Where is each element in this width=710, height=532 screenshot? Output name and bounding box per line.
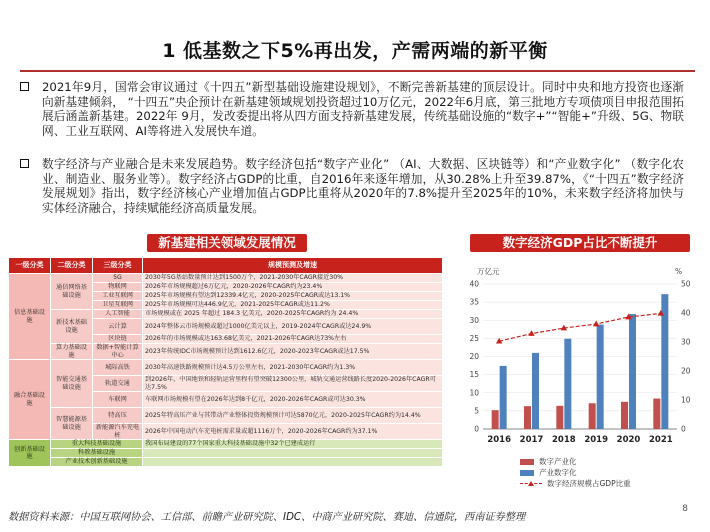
bar-industry-digitalization xyxy=(629,314,636,429)
table-row xyxy=(9,458,443,467)
subcategory-compute: 算力基础设施 xyxy=(51,344,93,360)
category-info-infra: 信息基础设施 xyxy=(9,274,51,360)
item-name: 城际高铁 xyxy=(93,360,143,376)
series-line-gdp-share xyxy=(499,313,661,341)
y-left-tick-label: 0 xyxy=(474,424,479,434)
y-left-tick-label: 35 xyxy=(469,297,479,307)
item-forecast: 2030年高速铁路规模预计达4.5万公里左右，2021-2030年CAGR约为1.3% xyxy=(143,360,443,376)
legend-item-gdp-share xyxy=(520,478,631,489)
table-row xyxy=(9,310,443,319)
y-right-tick-label: 0 xyxy=(681,424,686,434)
legend-label: 数字产业化 xyxy=(539,457,577,466)
y-right-tick-label: 50 xyxy=(681,279,691,289)
bar-digital-industrialization xyxy=(524,406,531,429)
chart-banner: 数字经济GDP占比不断提升 xyxy=(470,234,690,252)
bar-digital-industrialization xyxy=(621,402,628,429)
y-right-unit-label: % xyxy=(675,267,683,276)
table-banner: 新基建相关领域发展情况 xyxy=(147,234,307,252)
item-forecast: 车联网市场规模有望在2026年达到8千亿元，2020-2026年CAGR或可达30.3% xyxy=(143,392,443,408)
y-left-tick-label: 15 xyxy=(469,370,479,380)
x-tick-label: 2016 xyxy=(487,435,512,445)
point-gdp-share xyxy=(593,321,599,327)
table-header-row xyxy=(9,258,443,274)
x-tick-label: 2020 xyxy=(616,435,641,445)
page-number: 8 xyxy=(682,504,688,514)
x-tick-label: 2017 xyxy=(519,435,544,445)
item-name: 人工智能 xyxy=(93,310,143,319)
paragraph-new-infrastructure xyxy=(42,80,684,138)
y-left-tick-label: 5 xyxy=(474,406,479,416)
y-right-tick-label: 20 xyxy=(681,366,691,376)
chart-legend xyxy=(520,456,631,489)
page-title: 1 低基数之下5%再出发，产需两端的新平衡 xyxy=(162,40,548,62)
item-name: 特高压 xyxy=(93,408,143,424)
category-innovation-infra: 创新基础设施 xyxy=(9,440,51,467)
y-left-tick-label: 25 xyxy=(469,333,479,343)
subcategory-comm-network: 通信网络基础设施 xyxy=(51,274,93,310)
square-bullet-icon xyxy=(20,159,29,168)
table-row xyxy=(9,274,443,283)
y-right-tick-label: 10 xyxy=(681,395,691,405)
item-forecast: 2026年中国电动汽车充电桩需求量或超1116万个，2020-2026年CAGR约为37.1% xyxy=(143,424,443,440)
x-tick-label: 2021 xyxy=(648,435,673,445)
y-right-tick-label: 40 xyxy=(681,308,691,318)
item-forecast: 2025年市场规模可达446.9亿元，2021-2025年CAGR或达11.2% xyxy=(143,301,443,310)
item-name: 新能源汽车充电桩 xyxy=(93,424,143,440)
y-left-tick-label: 40 xyxy=(469,279,479,289)
bar-digital-industrialization xyxy=(589,403,596,429)
legend-swatch-red xyxy=(520,459,534,465)
bar-industry-digitalization xyxy=(597,325,604,429)
bar-digital-industrialization xyxy=(492,410,499,429)
point-gdp-share xyxy=(528,330,534,336)
y-left-tick-label: 20 xyxy=(469,352,479,361)
subcategory-smart-traffic: 智能交通基础设施 xyxy=(51,360,93,408)
item-forecast: 2025年特高压产业与其带动产业整体投资规模预计可达5870亿元，2020-2025年CAGR约为14.4% xyxy=(143,408,443,424)
item-name: 物联网 xyxy=(93,283,143,292)
item-name: 产业技术创新基础设施 xyxy=(51,458,143,467)
legend-item-digital-industrialization xyxy=(520,456,631,467)
table-row xyxy=(9,440,443,449)
legend-item-industry-digitalization xyxy=(520,467,631,478)
x-tick-label: 2019 xyxy=(584,435,609,445)
y-right-tick-label: 30 xyxy=(681,337,691,347)
legend-label: 产业数字化 xyxy=(539,468,577,477)
item-forecast: 2024年整体云市场规模或超过1000亿美元以上，2019-2024年CAGR或达24.9% xyxy=(143,319,443,335)
category-fusion-infra: 融合基础设施 xyxy=(9,360,51,440)
item-name: 卫星互联网 xyxy=(93,301,143,310)
table-row xyxy=(9,360,443,376)
item-forecast: 市场规模或在 2025 年超过 184.3 亿美元，2020-2025年CAGR约为 24.4% xyxy=(143,310,443,319)
table-row xyxy=(9,408,443,424)
item-forecast: 我国布局建设的77个国家重大科技基础设施中32个已建成运行 xyxy=(143,440,443,449)
item-name: 车联网 xyxy=(93,392,143,408)
bar-industry-digitalization xyxy=(500,366,507,429)
legend-line-marker xyxy=(520,483,542,484)
table-row xyxy=(9,449,443,458)
item-name: 数据+智能计算中心 xyxy=(93,344,143,360)
item-forecast: 2030年5G基站数量预计达到1500万个，2021-2030年CAGR接近30% xyxy=(143,274,443,283)
legend-label: 数字经济规模占GDP比重 xyxy=(547,479,631,488)
infrastructure-table xyxy=(8,257,443,467)
bar-digital-industrialization xyxy=(556,406,563,429)
subcategory-smart-energy: 智慧能源基础设施 xyxy=(51,408,93,440)
item-forecast: 2023年传统IDC市场规模预计达到1612.6亿元，2020-2023年CAGR或达17.5% xyxy=(143,344,443,360)
y-left-tick-label: 10 xyxy=(469,388,479,398)
item-name: 工业互联网 xyxy=(93,292,143,301)
item-forecast xyxy=(143,458,443,467)
paragraph-text: 数字经济与产业融合是未来发展趋势。数字经济包括“数字产业化” （AI、大数据、区块链等）和“产业数字化” （数字化农业、制造业、服务业等）。数字经济占GDP的比重，自2016年来逐年增加，从30.28%上升至39.87%，《“十四五”数字经济发展规划》指出，数字经济核心产业增加值占GDP比重将从2020年的7.8%提升至2025年的10%，未来数字经济将加快与实体经济融合，持续赋能经济高质量发展。 xyxy=(42,157,684,215)
header-level-3: 三级分类 xyxy=(93,258,143,274)
bar-digital-industrialization xyxy=(653,399,660,429)
item-forecast: 2026年的市场规模或达163.68亿美元，2021-2026年CAGR达73%左右 xyxy=(143,335,443,344)
title-divider xyxy=(20,70,695,72)
header-level-2: 二级分类 xyxy=(51,258,93,274)
x-tick-label: 2018 xyxy=(551,435,576,445)
data-source-note: 数据资料来源：中国互联网协会、工信部、前瞻产业研究院、IDC、中商产业研究院、赛迪、信通院，西南证券整理 xyxy=(8,512,526,523)
subcategory-new-tech: 新技术基础设施 xyxy=(51,310,93,344)
item-name: 区块链 xyxy=(93,335,143,344)
item-name: 科教基础设施 xyxy=(51,449,143,458)
bar-industry-digitalization xyxy=(532,353,539,429)
item-forecast: 2025年市场规模有望达到12339.4亿元，2020-2025年CAGR或达13.1% xyxy=(143,292,443,301)
item-name: 云计算 xyxy=(93,319,143,335)
paragraph-text: 2021年9月，国常会审议通过《十四五”新型基础设施建设规划》，不断完善新基建的顶层设计。同时中央和地方投资也逐渐向新基建倾斜， “十四五”央企预计在新基建领域规划投资超过10万亿元，2022年6月底，第三批地方专项债项目申报范围拓展后涵盖新基建。2022年 9月，发改委提出将从四方面支持新基建发展，传统基础设施的“数字+”“智能+”升级、5G、物联网、工业互联网、AI等将进入发展快车道。 xyxy=(42,80,684,138)
item-forecast xyxy=(143,449,443,458)
header-forecast: 规模预测及增速 xyxy=(143,258,443,274)
paragraph-digital-economy xyxy=(42,157,684,215)
table-row xyxy=(9,344,443,360)
item-forecast: 2026年市场规模超过6万亿元，2020-2026年CAGR约为23.4% xyxy=(143,283,443,292)
square-bullet-icon xyxy=(20,82,29,91)
item-forecast: 到2026年，中国地铁和轻轨运营里程有望突破12300公里，城轨交通运营线路长度2020-2026年CAGR可达7.5% xyxy=(143,376,443,392)
legend-swatch-blue xyxy=(520,470,534,476)
y-left-unit-label: 万亿元 xyxy=(477,267,500,276)
item-name: 轨道交通 xyxy=(93,376,143,392)
item-name: 5G xyxy=(93,274,143,283)
header-level-1: 一级分类 xyxy=(9,258,51,274)
y-left-tick-label: 30 xyxy=(469,315,479,325)
item-name: 重大科技基础设施 xyxy=(51,440,143,449)
bar-industry-digitalization xyxy=(564,339,571,429)
